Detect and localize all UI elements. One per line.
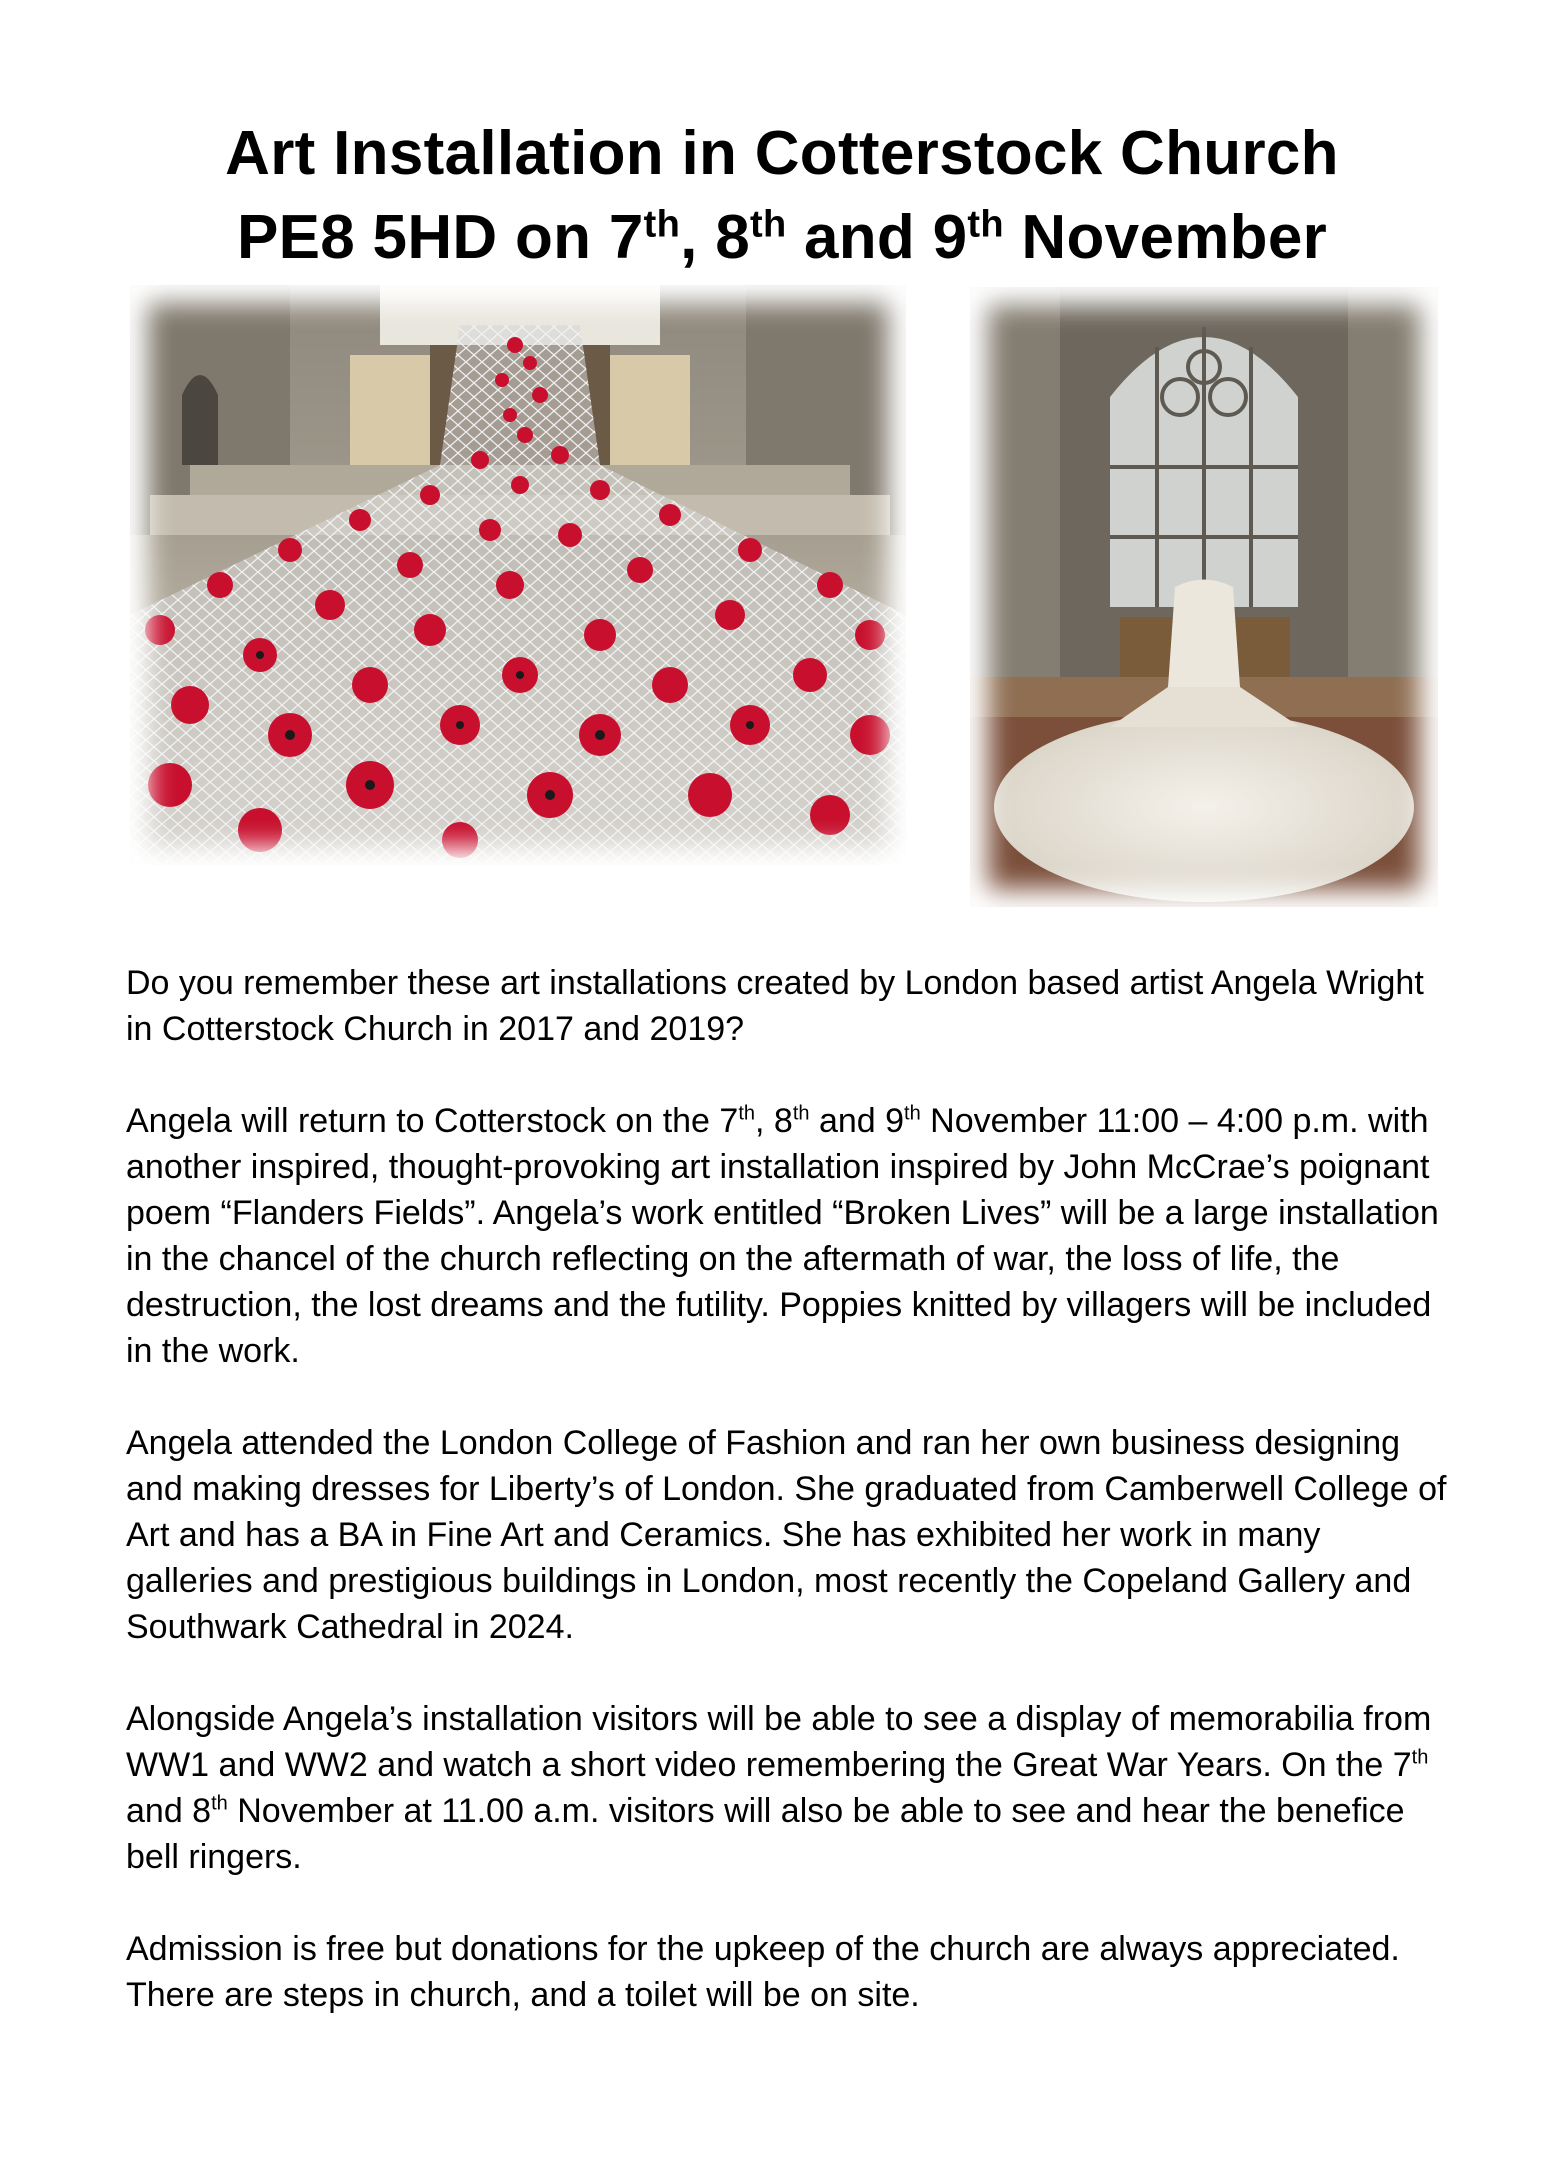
paragraph-admission: Admission is free but donations for the upkeep of the church are always appreciated. There are steps in church, and a toilet will be on site. bbox=[126, 1930, 1400, 2014]
poppy-installation-photo bbox=[130, 285, 906, 865]
white-installation-photo bbox=[970, 287, 1438, 907]
paragraph-memorabilia: Alongside Angela’s installation visitors will be able to see a display of memorabilia from WW1 and WW2 and watch a short video remembering the Great War Years. On the 7th and 8th November at 11.00 a.m. visitors will also be able to see and hear the benefice bell ringers. bbox=[126, 1700, 1432, 1876]
paragraph-biography: Angela attended the London College of Fashion and ran her own business designing and making dresses for Liberty’s of London. She graduated from Camberwell College of Art and has a BA in Fine Art and Ceramics. She has exhibited her work in many galleries and prestigious buildings in London, most recently the Copeland Gallery and Southwark Cathedral in 2024. bbox=[126, 1424, 1447, 1646]
title-line-1: Art Installation in Cotterstock Church bbox=[225, 118, 1339, 188]
page-title bbox=[0, 112, 1564, 280]
body-text bbox=[126, 960, 1456, 2064]
white-installation-image bbox=[970, 287, 1438, 907]
paragraph-intro: Do you remember these art installations created by London based artist Angela Wright in Cotterstock Church in 2017 and 2019? bbox=[126, 964, 1424, 1048]
title-line-2: PE8 5HD on 7th, 8th and 9th November bbox=[236, 202, 1328, 272]
paragraph-return: Angela will return to Cotterstock on the 7th, 8th and 9th November 11:00 – 4:00 p.m. with another inspired, thought-provoking art installation inspired by John McCrae’s poignant poem “Flanders Fields”. Angela’s work entitled “Broken Lives” will be a large installation in the chancel of the church reflecting on the aftermath of war, the loss of life, the destruction, the lost dreams and the futility. Poppies knitted by villagers will be included in the work. bbox=[126, 1102, 1439, 1370]
poppy-installation-image bbox=[130, 285, 906, 865]
